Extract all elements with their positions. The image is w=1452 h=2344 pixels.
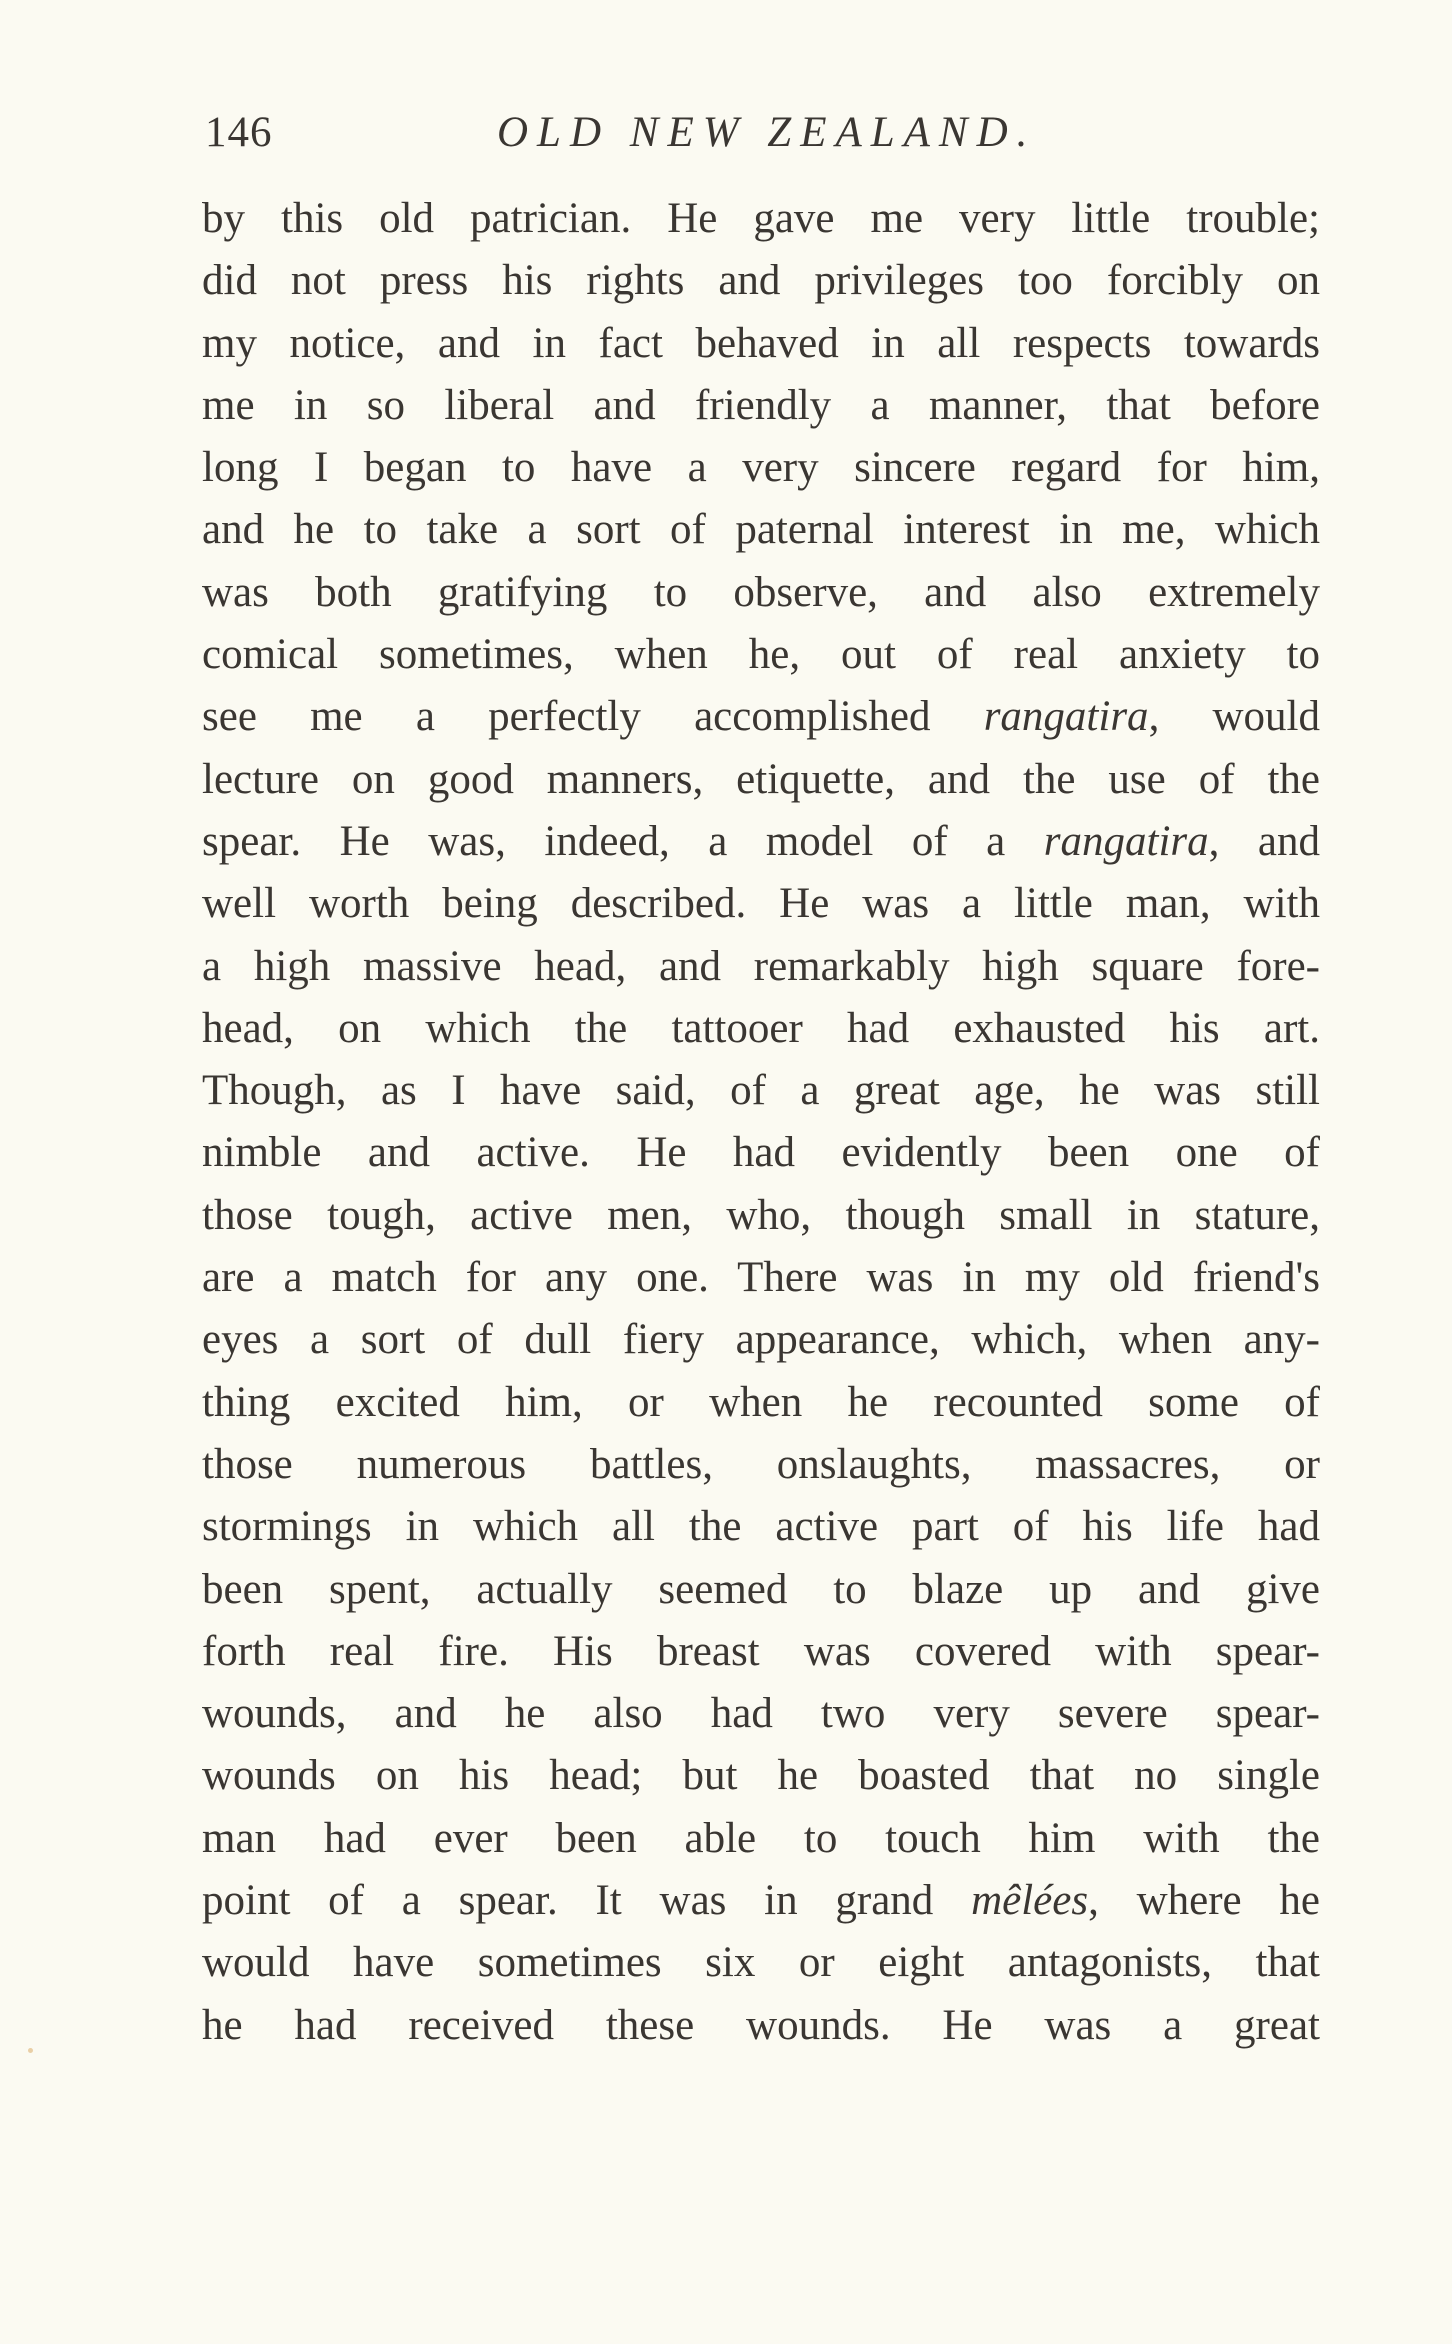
running-head (205, 108, 1320, 164)
text-line: by this old patrician. He gave me very little trouble; (202, 195, 1320, 242)
text-line: my notice, and in fact behaved in all respects towards (202, 319, 1320, 367)
text-line: stormings in which all the active part of his life had (202, 1503, 1320, 1551)
text-line: forth real fire. His breast was covered with spear- (202, 1627, 1320, 1675)
text-line: lecture on good manners, etiquette, and the use of the (202, 755, 1320, 803)
italic-word: rangatira (983, 693, 1149, 741)
text-line: been spent, actually seemed to blaze up and give (202, 1565, 1320, 1613)
book-title: OLD NEW ZEALAND. (497, 109, 1037, 156)
text-line: me in so liberal and friendly a manner, that before (202, 381, 1320, 429)
text-line: Though, as I have said, of a great age, he was still (202, 1067, 1320, 1115)
text-line: those tough, active men, who, though small in stature, (202, 1191, 1320, 1239)
text-line-end: , and (1208, 817, 1321, 865)
text-line-end: , where he (1088, 1877, 1321, 1925)
text-line (202, 811, 1320, 873)
text-line: comical sometimes, when he, out of real anxiety to (202, 631, 1320, 679)
italic-word: rangatira (1043, 817, 1209, 865)
text-line: thing excited him, or when he recounted some of (202, 1378, 1320, 1426)
text-line: long I began to have a very sincere regard for him, (202, 444, 1320, 492)
text-line: a high massive head, and remarkably high square fore- (202, 942, 1320, 990)
text-line: did not press his rights and privileges too forcibly on (202, 257, 1320, 305)
text-line: wounds, and he also had two very severe spear- (202, 1690, 1320, 1738)
text-line (202, 686, 1320, 748)
text-line: nimble and active. He had evidently been one of (202, 1129, 1320, 1177)
text-line: he had received these wounds. He was a great (202, 2001, 1320, 2049)
text-line: those numerous battles, onslaughts, massacres, or (202, 1440, 1320, 1488)
page-number: 146 (205, 109, 273, 156)
text-line-end: , would (1148, 693, 1321, 741)
text-line: are a match for any one. There was in my old friend's (202, 1254, 1320, 1302)
text-line (202, 1870, 1320, 1932)
text-line: well worth being described. He was a little man, with (202, 880, 1320, 928)
text-line: head, on which the tattooer had exhausted his art. (202, 1004, 1320, 1052)
text-line: was both gratifying to observe, and also extremely (202, 568, 1320, 616)
italic-word: mêlées (971, 1877, 1089, 1925)
text-line: and he to take a sort of paternal interest in me, which (202, 506, 1320, 554)
text-line: wounds on his head; but he boasted that no single (202, 1752, 1320, 1800)
body-text (202, 188, 1320, 2057)
text-line: man had ever been able to touch him with the (202, 1814, 1320, 1862)
text-line-start: see me a perfectly accomplished (202, 693, 984, 741)
text-line: would have sometimes six or eight antagonists, that (202, 1939, 1320, 1987)
text-line-start: point of a spear. It was in grand (202, 1877, 972, 1925)
paper-fleck (28, 2048, 33, 2053)
text-line-start: spear. He was, indeed, a model of a (202, 817, 1044, 865)
text-line: eyes a sort of dull fiery appearance, which, when any- (202, 1316, 1320, 1364)
